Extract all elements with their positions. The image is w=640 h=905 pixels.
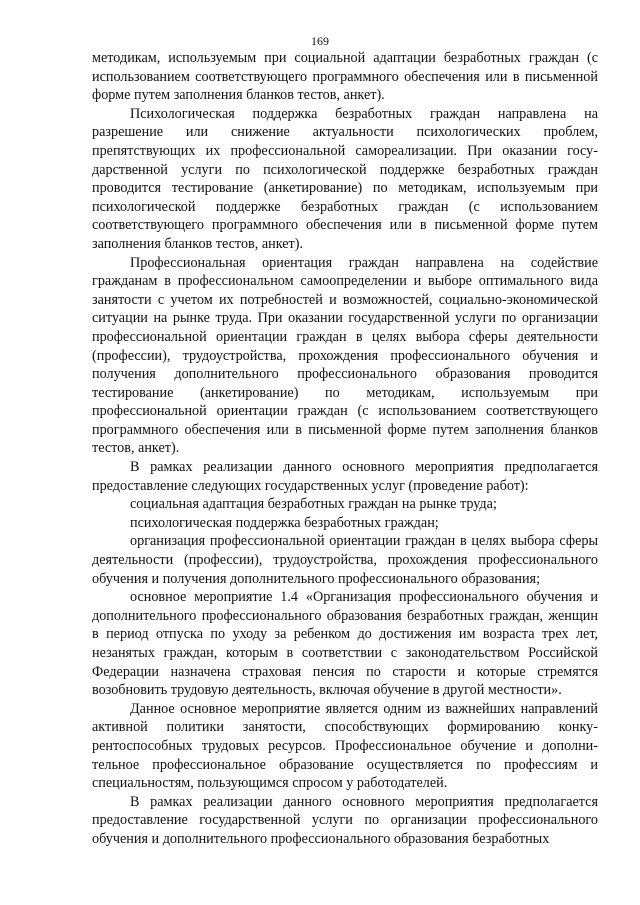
list-item-psychological-support: психологическая поддержка безработных граждан;	[130, 514, 439, 531]
paragraph-professional-orientation: Профессиональная ориентация граждан направлена на содействие гражданам в профессиональном самоопределении и выборе оптимального вида занятости с учетом их потребностей и возможностей, социально-экономической ситуации на рынке труда. При оказании государственной услуги по организации профессиональной ориентации граждан в целях выбора сферы деятельности (профессии), трудоустройства, прохождения профессионального обучения и получения дополнительного профессионального образования проводится тестирование (анкетирование) по методикам, используемым при профессиональной ориентации граждан (с использованием соответствующего программного обеспечения или в письменной форме путем заполнения бланков тестов, анкет).	[92, 254, 598, 457]
paragraph-psychological-support: Психологическая поддержка безработных граждан направлена на разрешение или снижение актуальности психологических проблем, препятствующих их профессиональной самореализации. При оказании государственной услуги по психологической поддержке безработных граждан проводится тестирование (анкетирование) по методикам, используемым при психологической поддержке безработных граждан (с использованием соответствующего программного обеспечения или в письменной форме путем заполнения бланков тестов, анкет).	[92, 105, 598, 252]
list-item-professional-orientation: организация профессиональной ориентации граждан в целях выбора сферы деятельности (профессии), трудоустройства, прохождения профессионального обучения и получения дополнительного профессионального образования;	[92, 533, 598, 587]
page-number: 169	[311, 34, 329, 48]
paragraph-services-provision: В рамках реализации данного основного мероприятия предполагается предоставление государственной услуги по организации профессионального обучения и дополнительного профессионального образования безработных	[92, 793, 598, 847]
paragraph-main-activity-1-4: основное мероприятие 1.4 «Организация профессионального обучения и дополнительного профессионального образования безработных граждан, женщин в период отпуска по уходу за ребенком до достижения им возраста трех лет, незанятых граждан, которым в соответствии с законодательством Российской Федерации назначена страховая пенсия по старости и которые стремятся возобновить трудовую деятельность, включая обучение в другой местности».	[92, 589, 598, 699]
paragraph-services-intro: В рамках реализации данного основного мероприятия предполагается предоставление следующих государственных услуг (проведение работ):	[92, 459, 598, 494]
list-item-social-adaptation: социальная адаптация безработных граждан на рынке труда;	[130, 496, 497, 513]
paragraph-continuation: методикам, используемым при социальной адаптации безработных граждан (с использованием соответствующего программного обеспечения или в письменной форме путем заполнения бланков тестов, анкет).	[92, 50, 598, 104]
paragraph-activity-importance: Данное основное мероприятие является одним из важнейших направлений активной политики занятости, способствующих формированию конкурентоспособных трудовых ресурсов. Профессиональное обучение и дополнительное профессиональное образование осуществляется по профессиям и специальностям, пользующимся спросом у работодателей.	[92, 700, 598, 792]
document-body	[92, 49, 598, 849]
